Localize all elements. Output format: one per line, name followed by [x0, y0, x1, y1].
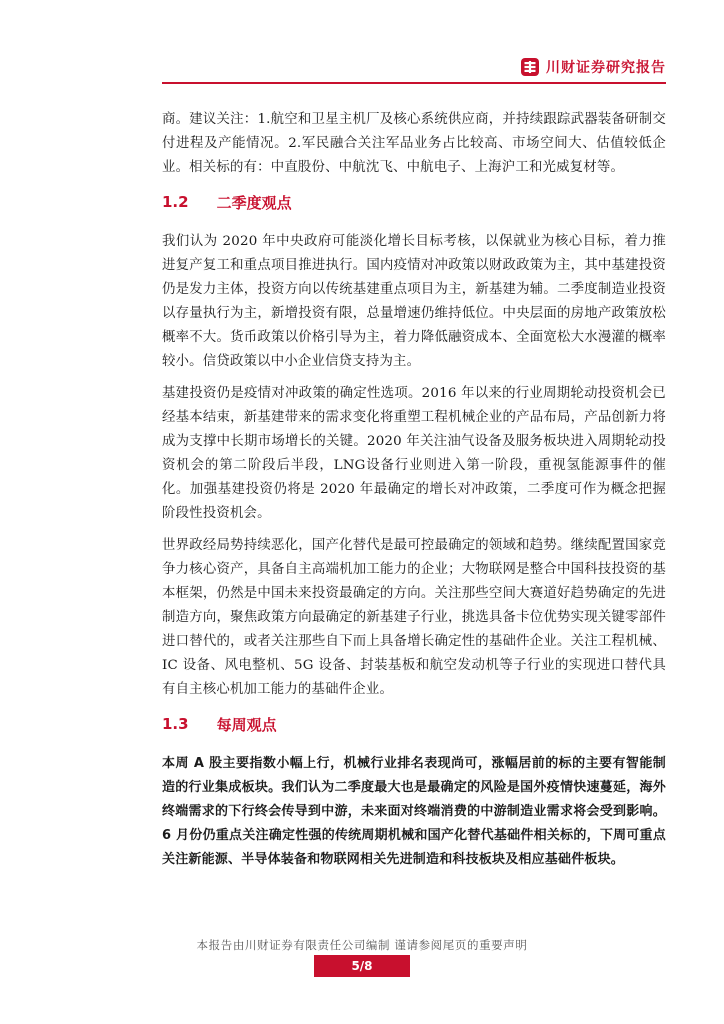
report-body [162, 108, 666, 880]
brand-title: 川财证券研究报告 [546, 60, 666, 76]
continuation-paragraph: 商。建议关注：1.航空和卫星主机厂及核心系统供应商，并持续跟踪武器装备研制交付进程及产能情况。2.军民融合关注军品业务占比较高、市场空间大、估值较低企业。相关标的有：中直股份、中航沈飞、中航电子、上海沪工和光威复材等。 [162, 112, 666, 175]
body-paragraph: 世界政经局势持续恶化，国产化替代是最可控最确定的领域和趋势。继续配置国家竞争力核心资产，具备自主高端机加工能力的企业；大物联网是整合中国科技投资的基本框架，仍然是中国未来投资最确定的方向。关注那些空间大赛道好趋势确定的先进制造方向，聚焦政策方向最确定的新基建子行业，挑选具备卡位优势实现关键零部件进口替代的，或者关注那些自下而上具备增长确定性的基础件企业。关注工程机械、IC 设备、风电整机、5G 设备、封装基板和航空发动机等子行业的实现进口替代具有自主核心机加工能力的基础件企业。 [162, 538, 666, 697]
weekly-view-paragraph: 本周 A 股主要指数小幅上行，机械行业排名表现尚可，涨幅居前的标的主要有智能制造的行业集成板块。我们认为二季度最大也是最确定的风险是国外疫情快速蔓延，海外终端需求的下行终会传导到中游，未来面对终端消费的中游制造业需求将会受到影响。6 月份仍重点关注确定性强的传统周期机械和国产化替代基础件相关标的，下周可重点关注新能源、半导体装备和物联网相关先进制造和科技板块及相应基础件板块。 [162, 756, 666, 867]
section-heading-1-2 [162, 190, 666, 214]
header-divider [162, 82, 666, 84]
body-paragraph: 基建投资仍是疫情对冲政策的确定性选项。2016 年以来的行业周期轮动投资机会已经基本结束，新基建带来的需求变化将重塑工程机械企业的产品布局，产品创新力将成为支撑中长期市场增长的关键。2020 年关注油气设备及服务板块进入周期轮动投资机会的第二阶段后半段，LNG设备行业则进入第一阶段，重视氢能源事件的催化。加强基建投资仍将是 2020 年最确定的增长对冲政策，二季度可作为概念把握阶段性投资机会。 [162, 386, 666, 521]
section-number: 1.3 [162, 715, 189, 733]
body-paragraph: 我们认为 2020 年中央政府可能淡化增长目标考核，以保就业为核心目标，着力推进复产复工和重点项目推进执行。国内疫情对冲政策以财政政策为主，其中基建投资仍是发力主体，投资方向以传统基建重点项目为主，新基建为辅。二季度制造业投资以存量执行为主，新增投资有限，总量增速仍维持低位。中央层面的房地产政策放松概率不大。货币政策以价格引导为主，着力降低融资成本、全面宽松大水漫灌的概率较小。信贷政策以中小企业信贷支持为主。 [162, 234, 666, 369]
page-number-badge: 5/8 [314, 955, 410, 977]
section-title: 二季度观点 [216, 193, 292, 212]
section-title: 每周观点 [216, 715, 277, 734]
footer-disclaimer: 本报告由川财证券有限责任公司编制 谨请参阅尾页的重要声明 [196, 938, 528, 952]
report-header [520, 56, 666, 78]
section-number: 1.2 [162, 193, 189, 211]
section-heading-1-3 [162, 712, 666, 736]
chuancai-logo-icon [520, 57, 540, 77]
